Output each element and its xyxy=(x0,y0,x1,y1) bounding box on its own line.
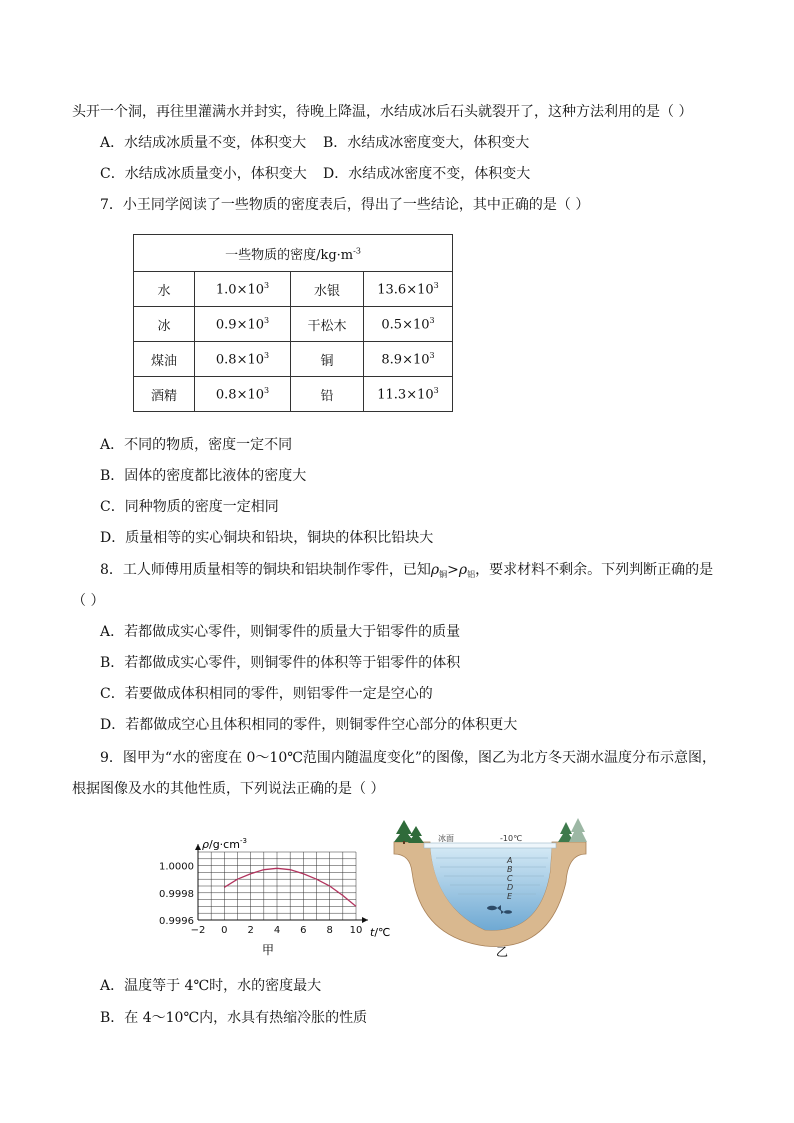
q8-option-d: D．若都做成空心且体积相同的零件，则铜零件空心部分的体积更大 xyxy=(100,717,518,733)
table-row: 酒精 $0.8\times 10^3$ 铅 $11.3\times 10^3$ xyxy=(134,377,453,412)
y-tick-label: 0.9996 xyxy=(159,916,194,927)
y-tick-label: 0.9998 xyxy=(159,888,194,900)
q6-stem-continuation: 头开一个洞，再往里灌满水并封实，待晚上降温，水结成冰后石头就裂开了，这种方法利用的是（ ） xyxy=(72,104,693,120)
figure-caption-yi: 乙 xyxy=(495,945,509,959)
ice-label: 冰面 xyxy=(438,834,454,843)
layer-label-d: D xyxy=(507,883,514,892)
lake-diagram xyxy=(390,812,590,962)
q6-option-a: A．水结成冰质量不变，体积变大 xyxy=(100,135,307,151)
q9-stem-line1: 9．图甲为“水的密度在 0～10℃范围内随温度变化”的图像，图乙为北方冬天湖水温度分布示意图， xyxy=(100,750,717,766)
q6-option-d: D．水结成冰密度不变，体积变大 xyxy=(323,166,531,182)
layer-label-c: C xyxy=(507,874,513,883)
density-table xyxy=(133,234,453,412)
x-tick-label: 10 xyxy=(349,925,363,936)
x-tick-label: 6 xyxy=(300,925,307,936)
density-table-title: 一些物质的密度$/kg\cdot m^{-3}$ xyxy=(134,235,453,272)
x-axis-label: t/℃ xyxy=(370,926,391,939)
x-tick-label: 8 xyxy=(326,925,333,936)
table-row: 冰 $0.9\times 10^3$ 干松木 $0.5\times 10^3$ xyxy=(134,307,453,342)
temp-label: -10℃ xyxy=(500,834,523,843)
q8-stem-bracket: （ ） xyxy=(72,593,105,609)
q6-option-c: C．水结成冰质量变小，体积变大 xyxy=(100,166,307,182)
density-chart xyxy=(150,830,400,960)
q8-option-a: A．若都做成实心零件，则铜零件的质量大于铝零件的质量 xyxy=(100,624,461,640)
q7-option-a: A．不同的物质，密度一定不同 xyxy=(100,437,293,453)
q7-option-c: C．同种物质的密度一定相同 xyxy=(100,499,279,515)
layer-label-b: B xyxy=(507,865,513,874)
table-row: 煤油 $0.8\times 10^3$ 铜 $8.9\times 10^3$ xyxy=(134,342,453,377)
x-tick-label: 2 xyxy=(247,925,254,936)
y-axis-label: $\rho/g\cdot cm^{-3}$ xyxy=(202,837,247,851)
y-tick-labels xyxy=(159,862,194,927)
q9-option-a: A．温度等于 4℃时，水的密度最大 xyxy=(100,978,322,994)
layer-label-e: E xyxy=(507,892,513,901)
q9-stem-line2: 根据图像及水的其他性质，下列说法正确的是（ ） xyxy=(72,781,385,797)
q8-stem: 8．工人师傅用质量相等的铜块和铝块制作零件，已知$\rho_铜>\rho_铝$，要求材料不剩余。下列判断正确的是 xyxy=(100,562,714,579)
layer-label-a: A xyxy=(507,856,513,865)
q6-option-b: B．水结成冰密度变大，体积变大 xyxy=(323,135,530,151)
x-axis-arrow xyxy=(362,917,368,923)
x-tick-label: 0 xyxy=(221,925,228,936)
q9-option-b: B．在 4～10℃内，水具有热缩冷胀的性质 xyxy=(100,1010,368,1026)
tree-icon-left xyxy=(394,820,424,844)
chart-axes xyxy=(195,844,368,923)
x-tick-label: 4 xyxy=(273,925,281,936)
q8-option-c: C．若要做成体积相同的零件，则铝零件一定是空心的 xyxy=(100,686,433,702)
tree-icon-right xyxy=(558,818,587,842)
y-tick-label: 1.0000 xyxy=(159,861,194,873)
x-tick-label: −2 xyxy=(190,925,206,936)
table-row: 水 $1.0\times 10^3$ 水银 $13.6\times 10^3$ xyxy=(134,272,453,307)
q7-option-d: D．质量相等的实心铜块和铅块，铜块的体积比铅块大 xyxy=(100,530,434,546)
y-axis-arrow xyxy=(195,844,201,850)
figure-caption-jia: 甲 xyxy=(261,943,275,957)
chart-grid xyxy=(198,852,356,920)
q7-option-b: B．固体的密度都比液体的密度大 xyxy=(100,468,307,484)
ice-surface xyxy=(424,843,556,848)
x-tick-labels xyxy=(191,925,363,936)
q7-stem: 7．小王同学阅读了一些物质的密度表后，得出了一些结论，其中正确的是（ ） xyxy=(100,197,590,213)
q8-option-b: B．若都做成实心零件，则铜零件的体积等于铝零件的体积 xyxy=(100,655,461,671)
